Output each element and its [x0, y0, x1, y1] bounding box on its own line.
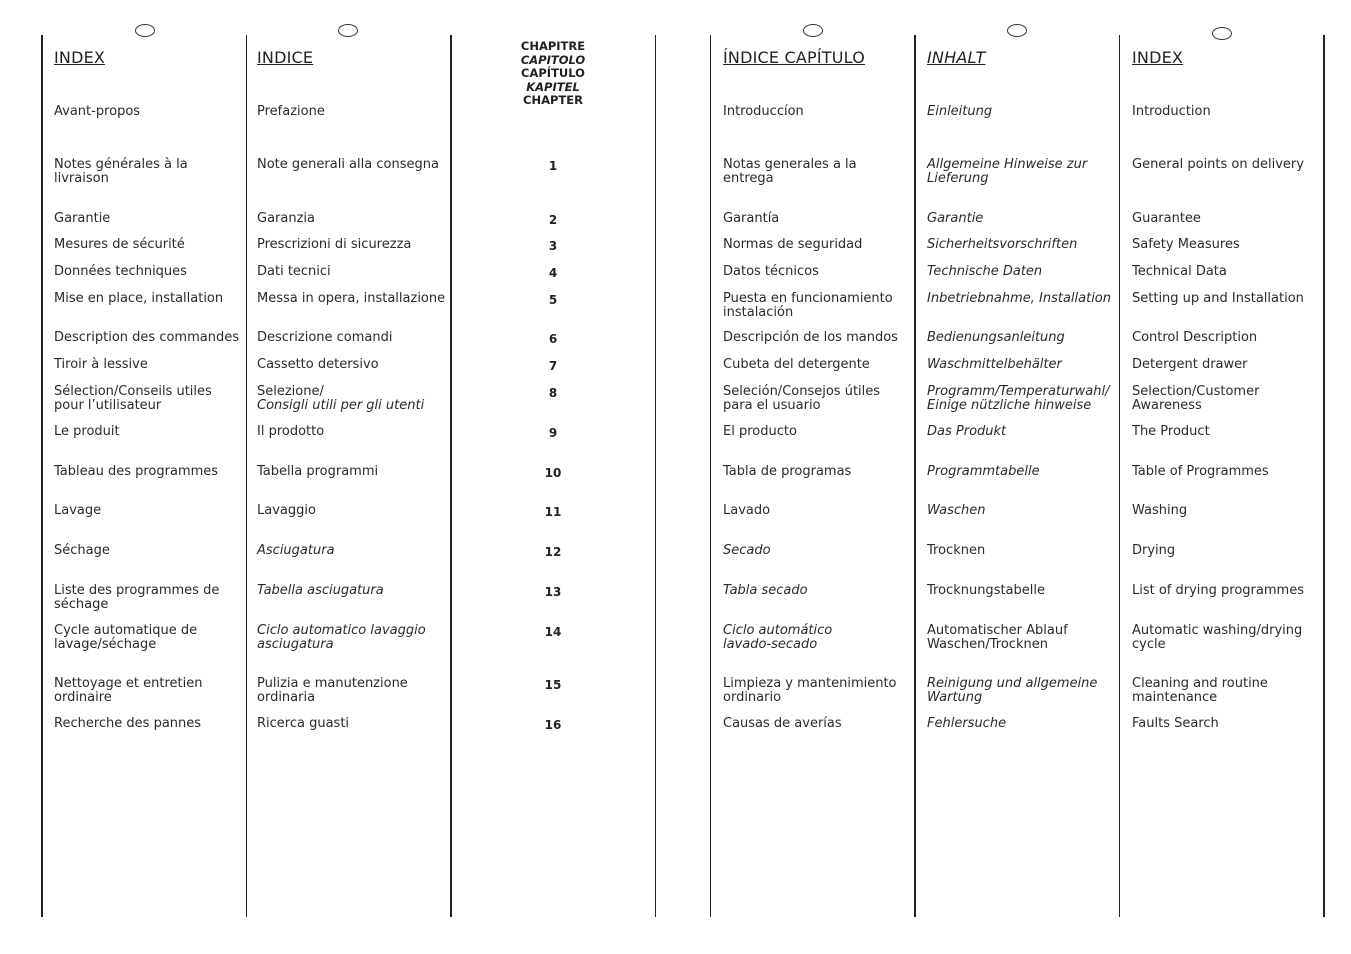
- chapter-number: 2: [548, 213, 558, 227]
- index-entry-de: [927, 465, 1040, 479]
- entry-line: Nettoyage et entretien: [54, 676, 203, 691]
- entry-line: cycle: [1132, 636, 1166, 652]
- entry-line: Secado: [723, 543, 771, 558]
- index-entry-de: [927, 358, 1062, 372]
- chapter-header-es: CAPÍTULO: [521, 66, 585, 80]
- index-entry-en: [1132, 544, 1175, 558]
- entry-line: Descripción de los mandos: [723, 330, 898, 345]
- index-entry-en: [1132, 385, 1259, 412]
- column-rule: [710, 35, 711, 917]
- column-rule: [1119, 35, 1120, 917]
- entry-line: Washing: [1132, 503, 1188, 518]
- entry-line: Selection/Customer: [1132, 384, 1260, 399]
- chapter-header-de: KAPITEL: [526, 79, 580, 94]
- index-entry-it: [257, 465, 378, 479]
- entry-line: ordinaria: [257, 689, 316, 705]
- chapter-number: 7: [548, 359, 558, 373]
- entry-line: Allgemeine Hinweise zur: [927, 157, 1088, 172]
- entry-line: Liste des programmes de: [54, 583, 220, 598]
- index-title-en: INDEX: [1132, 48, 1184, 67]
- chapter-number: 4: [548, 266, 558, 280]
- entry-line: Automatic washing/drying: [1132, 623, 1303, 638]
- chapter-header-fr: CHAPITRE: [520, 39, 586, 53]
- chapter-number: 11: [544, 505, 562, 519]
- binder-hole: [338, 24, 358, 37]
- index-entry-de: [927, 385, 1109, 412]
- column-rule: [450, 35, 452, 917]
- entry-line: Description des commandes: [54, 330, 239, 345]
- index-entry-it: [257, 385, 424, 412]
- entry-line: Lavaggio: [257, 503, 316, 518]
- chapter-header-it: CAPITOLO: [520, 52, 586, 67]
- entry-line: Table of Programmes: [1132, 464, 1269, 479]
- index-title-it: INDICE: [257, 48, 314, 67]
- index-entry-en: [1132, 331, 1257, 345]
- index-entry-de: [927, 677, 1097, 704]
- entry-line: Prescrizioni di sicurezza: [257, 237, 412, 252]
- index-title-fr: INDEX: [54, 48, 106, 67]
- index-entry-it: [257, 425, 324, 439]
- index-entry-it: [257, 331, 392, 345]
- index-entry-es: [723, 504, 770, 518]
- index-entry-es: [723, 677, 897, 704]
- entry-line: Guarantee: [1132, 211, 1201, 226]
- index-entry-it: [257, 238, 411, 252]
- index-entry-it: [257, 265, 331, 279]
- index-entry-en: [1132, 677, 1268, 704]
- entry-line: Reinigung und allgemeine: [927, 676, 1098, 691]
- entry-line: Ricerca guasti: [257, 716, 350, 731]
- index-entry-en: [1132, 717, 1219, 731]
- index-entry-de: [927, 504, 986, 518]
- entry-line: Sélection/Conseils utiles: [54, 384, 212, 399]
- entry-line: Prefazione: [257, 104, 325, 119]
- entry-line: Das Produkt: [927, 424, 1007, 439]
- chapter-header: [503, 40, 603, 108]
- index-entry-de: [927, 265, 1042, 279]
- index-entry-de: [927, 105, 992, 119]
- index-entry-de: [927, 624, 1068, 651]
- index-entry-fr: [54, 212, 110, 226]
- index-entry-fr: [54, 584, 219, 611]
- index-entry-en: [1132, 504, 1187, 518]
- entry-line: Mise en place, installation: [54, 291, 224, 306]
- entry-line: Einleitung: [927, 104, 993, 119]
- entry-line: Faults Search: [1132, 716, 1219, 731]
- entry-line: Cubeta del detergente: [723, 357, 870, 372]
- entry-line: Sicherheitsvorschriften: [927, 237, 1078, 252]
- index-entry-en: [1132, 425, 1210, 439]
- chapter-number: 12: [544, 545, 562, 559]
- column-rule: [41, 35, 43, 917]
- index-entry-fr: [54, 504, 101, 518]
- index-entry-de: [927, 158, 1087, 185]
- index-entry-en: [1132, 212, 1201, 226]
- index-entry-de: [927, 292, 1111, 306]
- entry-line: Seleción/Consejos útiles: [723, 384, 881, 399]
- entry-line: Causas de averías: [723, 716, 842, 731]
- index-entry-it: [257, 584, 384, 598]
- entry-line: Tiroir à lessive: [54, 357, 148, 372]
- index-entry-fr: [54, 265, 187, 279]
- index-entry-fr: [54, 465, 218, 479]
- index-entry-es: [723, 425, 797, 439]
- index-entry-es: [723, 717, 842, 731]
- index-entry-it: [257, 717, 349, 731]
- chapter-number: 8: [548, 386, 558, 400]
- entry-line: Trocknungstabelle: [927, 583, 1045, 598]
- index-entry-es: [723, 105, 804, 119]
- index-entry-fr: [54, 677, 202, 704]
- entry-line: Notas generales a la: [723, 157, 857, 172]
- index-entry-es: [723, 238, 862, 252]
- index-entry-fr: [54, 331, 239, 345]
- entry-line: Normas de seguridad: [723, 237, 863, 252]
- index-entry-it: [257, 212, 315, 226]
- entry-line: Waschen/Trocknen: [927, 636, 1048, 652]
- chapter-number: 16: [544, 718, 562, 732]
- index-entry-es: [723, 331, 898, 345]
- entry-line: Lavado: [723, 503, 771, 518]
- entry-line: Cleaning and routine: [1132, 676, 1268, 691]
- index-entry-it: [257, 624, 426, 651]
- index-entry-fr: [54, 105, 140, 119]
- entry-line: El producto: [723, 424, 797, 439]
- entry-line: Awareness: [1132, 397, 1202, 413]
- chapter-number: 15: [544, 678, 562, 692]
- entry-line: Trocknen: [927, 543, 986, 558]
- entry-line: Garantía: [723, 211, 780, 226]
- binder-hole: [803, 24, 823, 37]
- entry-line: Séchage: [54, 543, 110, 558]
- chapter-number: 13: [544, 585, 562, 599]
- column-rule: [914, 35, 916, 917]
- entry-line: Mesures de sécurité: [54, 237, 185, 252]
- index-entry-de: [927, 238, 1077, 252]
- entry-line: Avant-propos: [54, 104, 141, 119]
- index-entry-fr: [54, 158, 188, 185]
- index-entry-es: [723, 544, 771, 558]
- entry-line: Programmtabelle: [927, 464, 1040, 479]
- entry-line: Bedienungsanleitung: [927, 330, 1065, 345]
- chapter-number: 3: [548, 239, 558, 253]
- entry-line: pour l’utilisateur: [54, 397, 162, 413]
- index-title-de: INHALT: [927, 48, 986, 67]
- entry-line: Programm/Temperaturwahl/: [927, 384, 1110, 399]
- entry-line: instalación: [723, 304, 794, 320]
- column-rule: [655, 35, 656, 917]
- entry-line: Asciugatura: [257, 543, 335, 558]
- entry-line: Automatischer Ablauf: [927, 623, 1068, 638]
- chapter-number: 6: [548, 332, 558, 346]
- index-entry-de: [927, 584, 1045, 598]
- entry-line: Données techniques: [54, 264, 187, 279]
- entry-line: ordinaire: [54, 689, 112, 705]
- entry-line: Technische Daten: [927, 264, 1043, 279]
- entry-line: Pulizia e manutenzione: [257, 676, 408, 691]
- index-entry-fr: [54, 624, 197, 651]
- entry-line: Fehlersuche: [927, 716, 1007, 731]
- index-entry-es: [723, 358, 870, 372]
- entry-line: Dati tecnici: [257, 264, 331, 279]
- entry-line: Wartung: [927, 689, 983, 705]
- entry-line: Tabla secado: [723, 583, 808, 598]
- index-entry-es: [723, 292, 893, 319]
- entry-line: Introduction: [1132, 104, 1211, 119]
- index-entry-en: [1132, 358, 1247, 372]
- entry-line: Tabella asciugatura: [257, 583, 384, 598]
- entry-line: Consigli utili per gli utenti: [257, 397, 425, 413]
- entry-line: Drying: [1132, 543, 1176, 558]
- index-entry-en: [1132, 158, 1304, 172]
- entry-line: Control Description: [1132, 330, 1258, 345]
- entry-line: livraison: [54, 170, 109, 186]
- index-entry-es: [723, 212, 779, 226]
- index-entry-it: [257, 504, 316, 518]
- entry-line: Notes générales à la: [54, 157, 188, 172]
- chapter-number: 5: [548, 293, 558, 307]
- index-entry-it: [257, 677, 408, 704]
- chapter-number: 1: [548, 159, 558, 173]
- index-entry-fr: [54, 238, 185, 252]
- entry-line: Cassetto detersivo: [257, 357, 379, 372]
- index-entry-en: [1132, 584, 1304, 598]
- index-title-es: ÍNDICE CAPÍTULO: [723, 48, 865, 67]
- column-rule: [1323, 35, 1325, 917]
- entry-line: Datos técnicos: [723, 264, 819, 279]
- index-entry-en: [1132, 265, 1227, 279]
- index-entry-de: [927, 717, 1006, 731]
- entry-line: Messa in opera, installazione: [257, 291, 446, 306]
- index-entry-en: [1132, 292, 1304, 306]
- entry-line: Selezione/: [257, 384, 324, 399]
- entry-line: entrega: [723, 170, 774, 186]
- entry-line: Einige nützliche hinweise: [927, 397, 1092, 413]
- entry-line: Waschen: [927, 503, 986, 518]
- entry-line: Garantie: [54, 211, 111, 226]
- chapter-number: 9: [548, 426, 558, 440]
- entry-line: lavado-secado: [723, 636, 818, 652]
- index-entry-fr: [54, 717, 201, 731]
- entry-line: Safety Measures: [1132, 237, 1240, 252]
- index-entry-fr: [54, 292, 223, 306]
- entry-line: Garantie: [927, 211, 984, 226]
- entry-line: Lieferung: [927, 170, 989, 186]
- index-entry-it: [257, 158, 439, 172]
- entry-line: Detergent drawer: [1132, 357, 1248, 372]
- entry-line: Descrizione comandi: [257, 330, 393, 345]
- index-entry-de: [927, 331, 1065, 345]
- index-entry-fr: [54, 385, 212, 412]
- entry-line: Tabella programmi: [257, 464, 379, 479]
- entry-line: asciugatura: [257, 636, 334, 652]
- entry-line: The Product: [1132, 424, 1210, 439]
- binder-hole: [1212, 27, 1232, 40]
- entry-line: Il prodotto: [257, 424, 325, 439]
- chapter-number: 14: [544, 625, 562, 639]
- index-entry-de: [927, 212, 983, 226]
- entry-line: Tableau des programmes: [54, 464, 219, 479]
- index-entry-fr: [54, 358, 148, 372]
- entry-line: maintenance: [1132, 689, 1218, 705]
- index-entry-es: [723, 465, 851, 479]
- entry-line: Lavage: [54, 503, 102, 518]
- entry-line: lavage/séchage: [54, 636, 157, 652]
- index-entry-es: [723, 158, 857, 185]
- entry-line: Introduccíon: [723, 104, 804, 119]
- entry-line: Le produit: [54, 424, 120, 439]
- index-entry-it: [257, 544, 335, 558]
- index-entry-en: [1132, 624, 1302, 651]
- entry-line: Technical Data: [1132, 264, 1227, 279]
- entry-line: Limpieza y mantenimiento: [723, 676, 897, 691]
- index-entry-es: [723, 265, 819, 279]
- chapter-header-en: CHAPTER: [523, 93, 583, 107]
- entry-line: Note generali alla consegna: [257, 157, 439, 172]
- entry-line: Cycle automatique de: [54, 623, 198, 638]
- entry-line: Ciclo automatico lavaggio: [257, 623, 426, 638]
- entry-line: séchage: [54, 596, 109, 612]
- index-entry-es: [723, 385, 880, 412]
- index-entry-fr: [54, 544, 110, 558]
- index-entry-fr: [54, 425, 120, 439]
- binder-hole: [1007, 24, 1027, 37]
- index-entry-en: [1132, 105, 1211, 119]
- index-entry-es: [723, 584, 808, 598]
- index-entry-de: [927, 425, 1006, 439]
- index-entry-it: [257, 292, 445, 306]
- entry-line: Garanzia: [257, 211, 315, 226]
- entry-line: Inbetriebnahme, Installation: [927, 291, 1111, 306]
- entry-line: para el usuario: [723, 397, 821, 413]
- entry-line: Waschmittelbehälter: [927, 357, 1062, 372]
- index-entry-en: [1132, 465, 1269, 479]
- index-entry-it: [257, 105, 325, 119]
- index-entry-es: [723, 624, 832, 651]
- entry-line: Recherche des pannes: [54, 716, 202, 731]
- index-entry-it: [257, 358, 379, 372]
- entry-line: Ciclo automático: [723, 623, 833, 638]
- index-entry-de: [927, 544, 985, 558]
- entry-line: ordinario: [723, 689, 782, 705]
- entry-line: Setting up and Installation: [1132, 291, 1304, 306]
- index-entry-en: [1132, 238, 1240, 252]
- entry-line: Puesta en funcionamiento: [723, 291, 893, 306]
- entry-line: List of drying programmes: [1132, 583, 1304, 598]
- column-rule: [246, 35, 247, 917]
- chapter-number: 10: [544, 466, 562, 480]
- entry-line: General points on delivery: [1132, 157, 1304, 172]
- binder-hole: [135, 24, 155, 37]
- entry-line: Tabla de programas: [723, 464, 852, 479]
